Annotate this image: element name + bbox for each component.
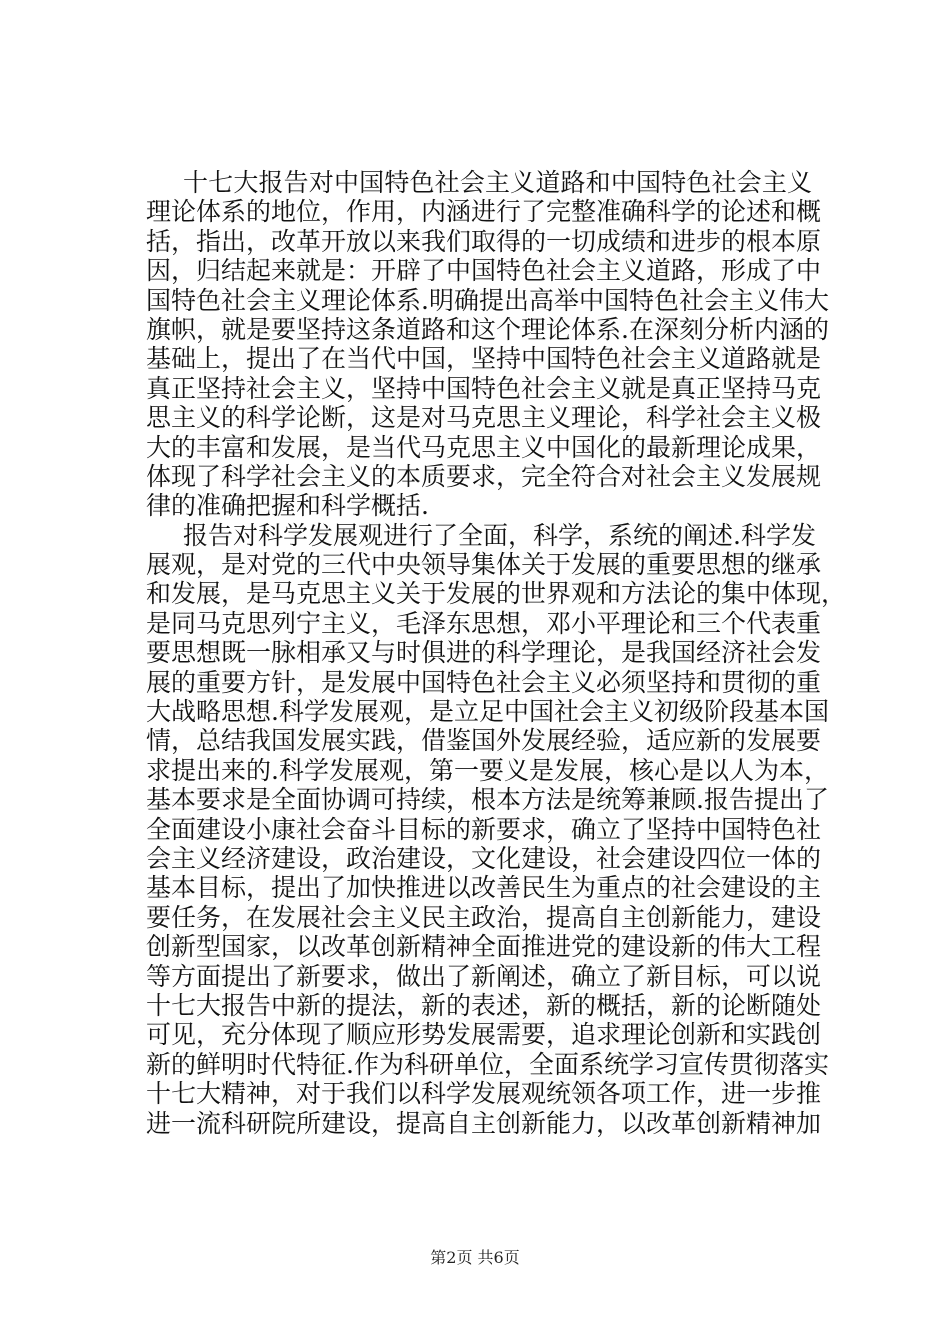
text-line: 旗帜，就是要坚持这条道路和这个理论体系.在深刻分析内涵的 xyxy=(146,314,829,344)
text-line: 十七大报告对中国特色社会主义道路和中国特色社会主义 xyxy=(183,168,812,197)
text-line: 基本目标，提出了加快推进以改善民生为重点的社会建设的主 xyxy=(146,873,822,903)
text-line: 大的丰富和发展，是当代马克思主义中国化的最新理论成果， xyxy=(146,432,822,462)
text-line: 基础上，提出了在当代中国，坚持中国特色社会主义道路就是 xyxy=(146,344,822,374)
text-line: 十七大报告中新的提法，新的表述，新的概括，新的论断随处 xyxy=(146,990,822,1020)
text-line: 和发展，是马克思主义关于发展的世界观和方法论的集中体现， xyxy=(146,579,847,609)
text-line: 等方面提出了新要求，做出了新阐述，确立了新目标，可以说 xyxy=(146,961,822,991)
text-line: 可见，充分体现了顺应形势发展需要，追求理论创新和实践创 xyxy=(146,1020,822,1050)
paragraph-2 xyxy=(146,520,847,1138)
text-line: 基本要求是全面协调可持续，根本方法是统筹兼顾.报告提出了 xyxy=(146,785,829,815)
paragraph-1 xyxy=(146,168,829,521)
text-line: 十七大精神，对于我们以科学发展观统领各项工作，进一步推 xyxy=(146,1079,822,1109)
text-line: 是同马克思列宁主义，毛泽东思想，邓小平理论和三个代表重 xyxy=(146,608,822,638)
text-line: 情，总结我国发展实践，借鉴国外发展经验，适应新的发展要 xyxy=(146,726,822,756)
text-line: 要思想既一脉相承又与时俱进的科学理论，是我国经济社会发 xyxy=(146,638,822,668)
text-line: 理论体系的地位，作用，内涵进行了完整准确科学的论述和概 xyxy=(146,197,822,227)
text-line: 思主义的科学论断，这是对马克思主义理论，科学社会主义极 xyxy=(146,403,822,433)
document-body xyxy=(146,168,847,1138)
text-line: 要任务，在发展社会主义民主政治，提高自主创新能力，建设 xyxy=(146,902,822,932)
text-line: 大战略思想.科学发展观，是立足中国社会主义初级阶段基本国 xyxy=(146,697,829,727)
text-line: 创新型国家，以改革创新精神全面推进党的建设新的伟大工程 xyxy=(146,932,822,962)
text-line: 律的准确把握和科学概括. xyxy=(146,491,429,521)
text-line: 因，归结起来就是：开辟了中国特色社会主义道路，形成了中 xyxy=(146,256,822,286)
text-line: 全面建设小康社会奋斗目标的新要求，确立了坚持中国特色社 xyxy=(146,814,822,844)
text-line: 展观，是对党的三代中央领导集体关于发展的重要思想的继承 xyxy=(146,550,822,580)
text-line: 进一流科研院所建设，提高自主创新能力，以改革创新精神加 xyxy=(146,1108,822,1138)
text-line: 会主义经济建设，政治建设，文化建设，社会建设四位一体的 xyxy=(146,843,822,873)
text-line: 展的重要方针，是发展中国特色社会主义必须坚持和贯彻的重 xyxy=(146,667,822,697)
page-number-footer: 第2页 共6页 xyxy=(430,1248,520,1267)
text-line: 体现了科学社会主义的本质要求，完全符合对社会主义发展规 xyxy=(146,461,822,491)
text-line: 报告对科学发展观进行了全面，科学，系统的阐述.科学发 xyxy=(183,520,816,550)
text-line: 国特色社会主义理论体系.明确提出高举中国特色社会主义伟大 xyxy=(146,285,829,315)
text-line: 真正坚持社会主义，坚持中国特色社会主义就是真正坚持马克 xyxy=(146,373,822,403)
text-line: 括，指出，改革开放以来我们取得的一切成绩和进步的根本原 xyxy=(146,226,822,256)
text-line: 求提出来的.科学发展观，第一要义是发展，核心是以人为本， xyxy=(146,755,829,785)
text-line: 新的鲜明时代特征.作为科研单位，全面系统学习宣传贯彻落实 xyxy=(146,1049,829,1079)
